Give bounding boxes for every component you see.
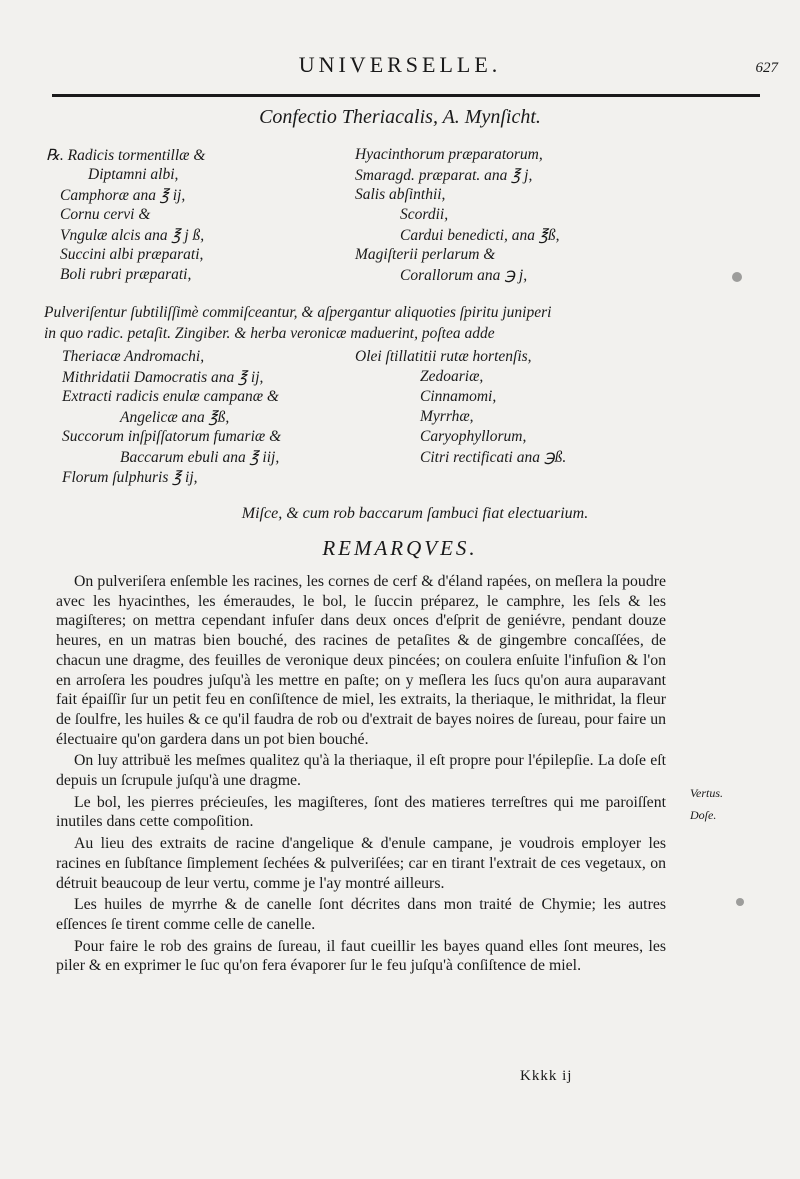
ingredient-item: Caryophyllorum, [420,428,527,445]
ingredient-item: Baccarum ebuli ana ℥ iij, [120,449,280,466]
remarques-heading: REMARQVES. [322,536,478,560]
ingredient-item: Corallorum ana ℈ j, [400,267,528,284]
remark-paragraph: Les huiles de myrrhe & de canelle ſont décrites dans mon traité de Chymie; les autres eſſences ſe tirent comme celle de canelle. [56,896,666,933]
ingredient-item: Myrrhæ, [420,408,474,425]
ingredient-item: Hyacinthorum præparatorum, [355,146,543,163]
ingredient-item: Camphoræ ana ℥ ij, [60,187,186,204]
ingredient-item: Magiſterii perlarum & [355,246,496,263]
recipe-title: Confectio Theriacalis, A. Mynſicht. [259,106,541,128]
ingredient-item: Theriacæ Andromachi, [62,348,205,365]
ingredient-list-1 [0,146,800,306]
margin-note-dose: Doſe. [690,808,717,822]
ingredient-item: Angelicæ ana ℥ß, [120,409,230,426]
closing-instruction: Miſce, & cum rob baccarum ſambuci fiat electuarium. [241,505,589,522]
ingredient-item: Zedoariæ, [420,368,484,385]
ingredient-item: Diptamni albi, [88,166,179,183]
remarques-body [56,572,666,976]
instruction-line: Pulveriſentur ſubtiliſſimè commiſceantur, & aſpergantur aliquoties ſpiritu juniperi [44,304,552,321]
ingredient-item: Citri rectificati ana ℈ß. [420,449,567,466]
remark-paragraph: On luy attribuë les meſmes qualitez qu'à la theriaque, il eſt propre pour l'épilepſie. La doſe eſt depuis un ſcrupule juſqu'à une dragme. [56,752,666,790]
ingredient-item: Extracti radicis enulæ campanæ & [62,388,279,405]
ingredient-item: Cinnamomi, [420,388,497,405]
ingredient-item: Cardui benedicti, ana ℥ß, [400,227,560,244]
ink-spot [736,898,744,906]
instruction-line: in quo radic. petaſit. Zingiber. & herba veronicæ maduerint, poſtea adde [44,325,495,342]
page-number: 627 [755,60,778,76]
remark-paragraph: Le bol, les pierres précieuſes, les magiſteres, ſont des matieres terreſtres qui me paroiſſent inutiles dans cette compoſition. [56,793,666,831]
ingredient-item: Olei ſtillatitii rutæ hortenſis, [355,348,532,365]
ingredient-item: ℞. Radicis tormentillæ & [46,147,206,164]
ingredient-list-2 [0,348,800,498]
ingredient-item: Succini albi præparati, [60,246,204,263]
ingredient-item: Scordii, [400,206,449,223]
ingredient-item: Boli rubri præparati, [60,266,192,283]
remark-paragraph: Au lieu des extraits de racine d'angelique & d'enule campane, je voudrois employer les racines en ſubſtance ſimplement ſechées & pulveriſées; car en tirant l'extrait de ces vegetaux, on détruit beaucoup de leur vertu, comme je l'ay montré ailleurs. [56,835,666,892]
ingredient-item: Smaragd. præparat. ana ℥ j, [355,167,533,184]
header-rule [52,94,760,97]
remark-paragraph: On pulveriſera enſemble les racines, les cornes de cerf & d'éland rapées, on meſlera la poudre avec les hyacinthes, les émeraudes, le bol, le ſuccin préparez, le camphre, les ſels & les magiſteres; on mettra cependant infuſer dans deux onces d'eſprit de geniévre, pendant douze heures, en un matras bien bouché, des racines de petaſites & de gingembre concaſſées, de chacun une dragme, des feuilles de veronique deux pincées; on coulera enſuite l'infuſion & l'on en arroſera les poudres juſqu'à les mettre en paſte; on y meſlera les ſucs qu'on aura auparavant fait épaiſſir ſur un petit feu en conſiſtence de miel, les extraits, la theriaque, le mithridat, la fleur de ſoulfre, les huiles & ce qu'il faudra de rob ou d'extrait de bayes noires de ſureau, pour faire un électuaire qu'on gardera dans un pot bien bouché. [56,573,666,748]
ingredient-item: Salis abſinthii, [355,186,446,203]
running-head: UNIVERSELLE. [298,52,502,77]
ingredient-item: Succorum inſpiſſatorum fumariæ & [62,428,282,445]
ink-spot [732,272,742,282]
ingredient-item: Vngulæ alcis ana ℥ j ß, [60,227,205,244]
ingredient-item: Cornu cervi & [60,206,151,223]
remark-paragraph: Pour faire le rob des grains de ſureau, il faut cueillir les bayes quand elles ſont meures, les piler & en exprimer le ſuc qu'on fera évaporer ſur le feu juſqu'à conſiſtence de miel. [56,937,666,975]
signature-mark: Kkkk ij [520,1068,573,1084]
margin-note-vertus: Vertus. [690,786,723,800]
ingredient-item: Florum ſulphuris ℥ ij, [62,469,198,486]
ingredient-item: Mithridatii Damocratis ana ℥ ij, [62,369,264,386]
